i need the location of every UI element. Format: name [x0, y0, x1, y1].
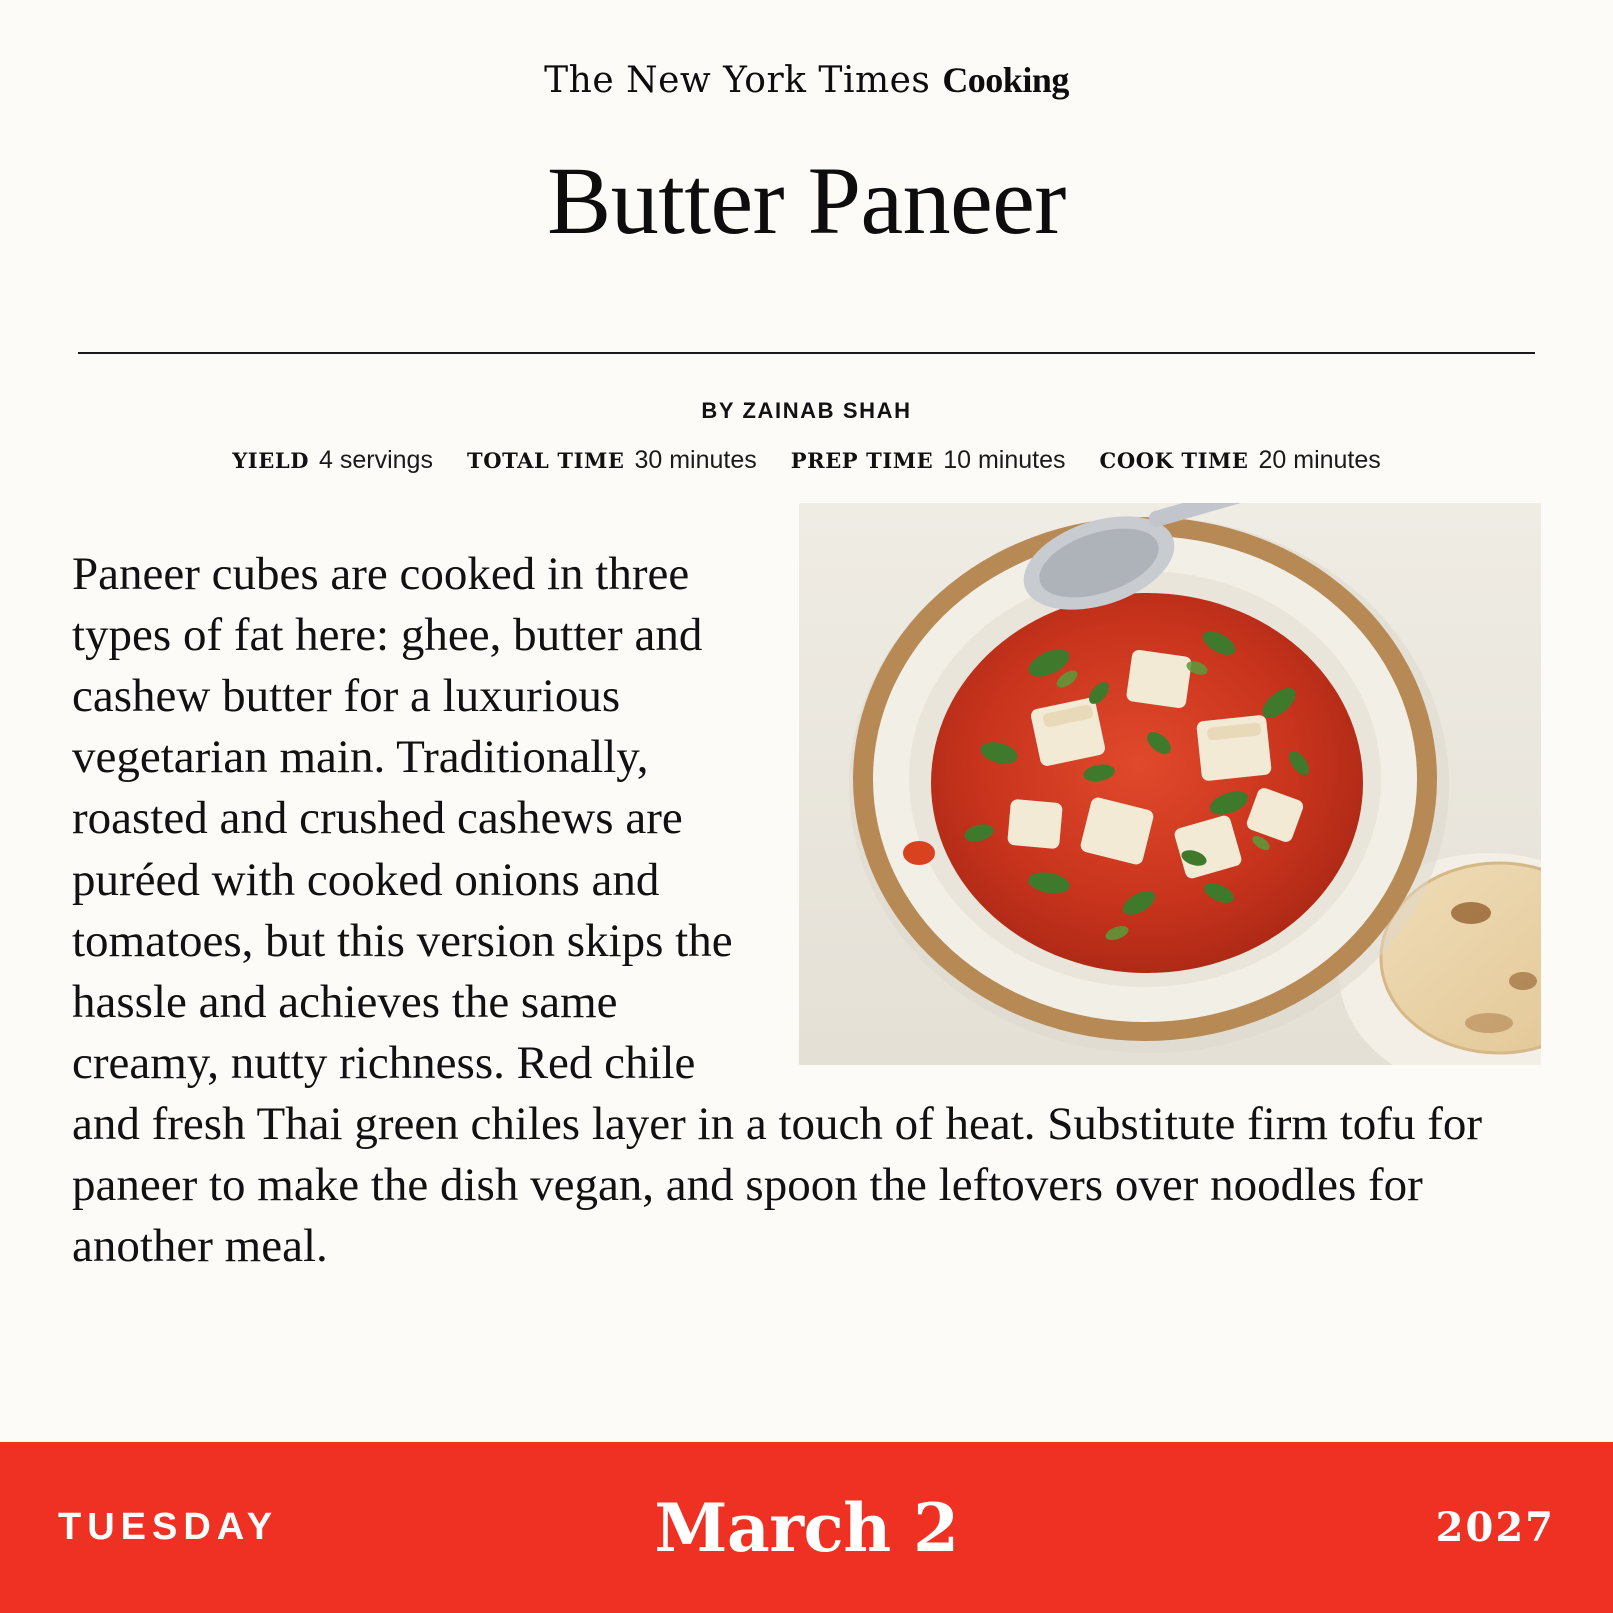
meta-yield-label: YIELD	[232, 448, 310, 474]
footer-weekday: TUESDAY	[58, 1506, 279, 1548]
meta-cook-time-value: 20 minutes	[1258, 446, 1381, 475]
masthead	[0, 0, 1613, 99]
meta-total-time	[467, 446, 757, 475]
date-footer	[0, 1442, 1613, 1613]
footer-date: March 2	[654, 1488, 959, 1567]
meta-cook-time-label: COOK TIME	[1099, 448, 1249, 474]
recipe-content	[72, 497, 1541, 1324]
meta-prep-time	[791, 446, 1066, 475]
meta-total-time-label: TOTAL TIME	[466, 448, 625, 474]
masthead-prefix: The New York Times	[544, 60, 943, 101]
meta-prep-time-label: PREP TIME	[790, 448, 934, 474]
meta-yield	[232, 446, 433, 475]
footer-year: 2027	[1435, 1504, 1555, 1551]
meta-total-time-value: 30 minutes	[634, 446, 757, 475]
recipe-photo-illustration	[799, 503, 1541, 1065]
recipe-description: Paneer cubes are cooked in three types of fat here: ghee, butter and cashew butter for a luxurious vegetarian main. Traditionally, roasted and crushed cashews are puréed with cooked onions and tomatoes, but this version skips the hassle and achieves the same creamy, nutty richness. Red chile and fresh Thai green chiles layer in a touch of heat. Substitute firm tofu for paneer to make the dish vegan, and spoon the leftovers over noodles for another meal.	[72, 548, 1482, 1273]
byline: BY ZAINAB SHAH	[701, 398, 912, 424]
meta-yield-value: 4 servings	[319, 446, 433, 475]
recipe-meta	[0, 446, 1613, 475]
page-title: Butter Paneer	[547, 147, 1066, 254]
masthead-logo	[544, 62, 1069, 99]
masthead-section: Cooking	[942, 60, 1069, 100]
recipe-photo	[799, 503, 1541, 1065]
meta-prep-time-value: 10 minutes	[943, 446, 1066, 475]
title-divider	[78, 352, 1535, 354]
meta-cook-time	[1100, 446, 1381, 475]
